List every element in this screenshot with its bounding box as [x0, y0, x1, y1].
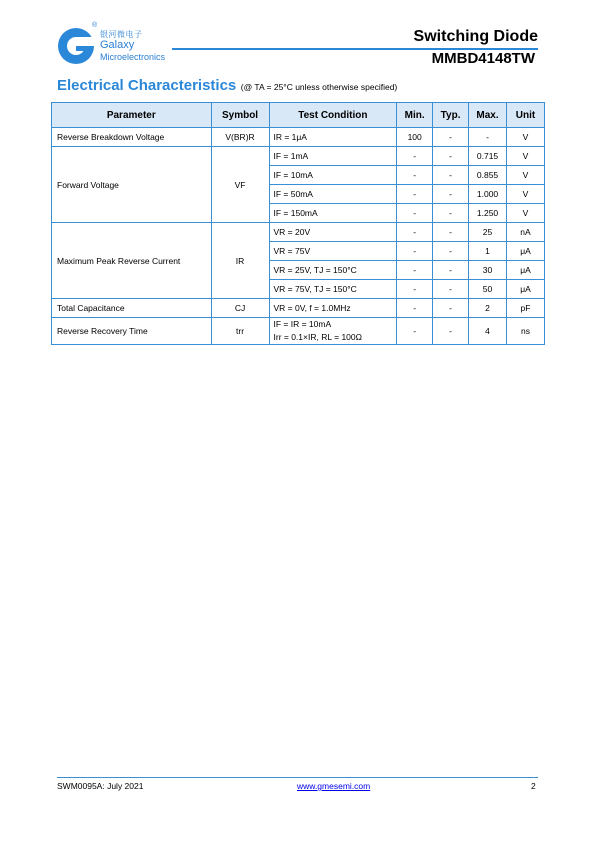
- min-cell: -: [397, 204, 433, 223]
- parameter-cell: Forward Voltage: [52, 147, 212, 223]
- unit-cell: nA: [507, 223, 545, 242]
- max-cell: 0.715: [469, 147, 507, 166]
- parameter-cell: Total Capacitance: [52, 299, 212, 318]
- min-cell: -: [397, 299, 433, 318]
- company-logo: [56, 24, 176, 68]
- max-cell: 30: [469, 261, 507, 280]
- min-cell: -: [397, 318, 433, 345]
- max-cell: 1.250: [469, 204, 507, 223]
- symbol-cell: VF: [211, 147, 269, 223]
- column-header: Unit: [507, 103, 545, 128]
- logo-chinese-name: 银河微电子: [100, 30, 143, 39]
- logo-name-line2: Microelectronics: [100, 52, 166, 62]
- min-cell: -: [397, 261, 433, 280]
- typ-cell: -: [433, 261, 469, 280]
- table-row: [52, 299, 545, 318]
- column-header: Parameter: [52, 103, 212, 128]
- symbol-cell: CJ: [211, 299, 269, 318]
- min-cell: -: [397, 147, 433, 166]
- document-id: SWM0095A: July 2021: [57, 781, 144, 791]
- table-header-row: [52, 103, 545, 128]
- section-heading: [57, 77, 397, 95]
- max-cell: 4: [469, 318, 507, 345]
- max-cell: 0.855: [469, 166, 507, 185]
- unit-cell: V: [507, 147, 545, 166]
- typ-cell: -: [433, 223, 469, 242]
- electrical-characteristics-table: [51, 102, 545, 345]
- table-row: [52, 223, 545, 242]
- min-cell: -: [397, 166, 433, 185]
- unit-cell: V: [507, 204, 545, 223]
- condition-cell: IF = 1mA: [269, 147, 397, 166]
- min-cell: -: [397, 185, 433, 204]
- max-cell: 25: [469, 223, 507, 242]
- footer-divider: [57, 777, 538, 778]
- parameter-cell: Reverse Recovery Time: [52, 318, 212, 345]
- max-cell: 2: [469, 299, 507, 318]
- condition-cell: VR = 75V, TJ = 150°C: [269, 280, 397, 299]
- condition-cell: VR = 75V: [269, 242, 397, 261]
- unit-cell: V: [507, 166, 545, 185]
- max-cell: 1.000: [469, 185, 507, 204]
- section-condition: (@ TA = 25°C unless otherwise specified): [240, 82, 398, 92]
- registered-mark: ®: [92, 22, 98, 29]
- logo-name-line1: Galaxy: [100, 39, 135, 51]
- typ-cell: -: [433, 242, 469, 261]
- condition-cell: [269, 318, 397, 345]
- column-header: Typ.: [433, 103, 469, 128]
- min-cell: -: [397, 280, 433, 299]
- parameter-cell: Maximum Peak Reverse Current: [52, 223, 212, 299]
- unit-cell: pF: [507, 299, 545, 318]
- part-number: MMBD4148TW: [431, 50, 535, 67]
- min-cell: -: [397, 223, 433, 242]
- section-title: Electrical Characteristics: [57, 77, 237, 94]
- galaxy-g-logo-icon: [56, 24, 98, 66]
- typ-cell: -: [433, 204, 469, 223]
- condition-line: IF = IR = 10mA: [273, 319, 332, 329]
- condition-cell: VR = 0V, f = 1.0MHz: [269, 299, 397, 318]
- column-header: Min.: [397, 103, 433, 128]
- condition-cell: IF = 10mA: [269, 166, 397, 185]
- typ-cell: -: [433, 280, 469, 299]
- symbol-cell: trr: [211, 318, 269, 345]
- unit-cell: μA: [507, 261, 545, 280]
- min-cell: -: [397, 242, 433, 261]
- condition-cell: VR = 20V: [269, 223, 397, 242]
- unit-cell: μA: [507, 242, 545, 261]
- column-header: Symbol: [211, 103, 269, 128]
- unit-cell: V: [507, 185, 545, 204]
- typ-cell: -: [433, 147, 469, 166]
- table-row: [52, 318, 545, 345]
- symbol-cell: IR: [211, 223, 269, 299]
- min-cell: 100: [397, 128, 433, 147]
- website-link[interactable]: www.gmesemi.com: [297, 781, 371, 791]
- max-cell: 50: [469, 280, 507, 299]
- symbol-cell: V(BR)R: [211, 128, 269, 147]
- parameter-cell: Reverse Breakdown Voltage: [52, 128, 212, 147]
- condition-line: Irr = 0.1×IR, RL = 100Ω: [273, 332, 362, 342]
- document-title: Switching Diode: [413, 28, 538, 45]
- condition-cell: IF = 50mA: [269, 185, 397, 204]
- condition-cell: VR = 25V, TJ = 150°C: [269, 261, 397, 280]
- typ-cell: -: [433, 185, 469, 204]
- max-cell: -: [469, 128, 507, 147]
- max-cell: 1: [469, 242, 507, 261]
- table-row: [52, 128, 545, 147]
- unit-cell: V: [507, 128, 545, 147]
- page-number: 2: [531, 781, 536, 791]
- column-header: Test Condition: [269, 103, 397, 128]
- condition-cell: IF = 150mA: [269, 204, 397, 223]
- typ-cell: -: [433, 318, 469, 345]
- unit-cell: μA: [507, 280, 545, 299]
- column-header: Max.: [469, 103, 507, 128]
- typ-cell: -: [433, 166, 469, 185]
- condition-cell: IR = 1μA: [269, 128, 397, 147]
- unit-cell: ns: [507, 318, 545, 345]
- table-row: [52, 147, 545, 166]
- typ-cell: -: [433, 299, 469, 318]
- typ-cell: -: [433, 128, 469, 147]
